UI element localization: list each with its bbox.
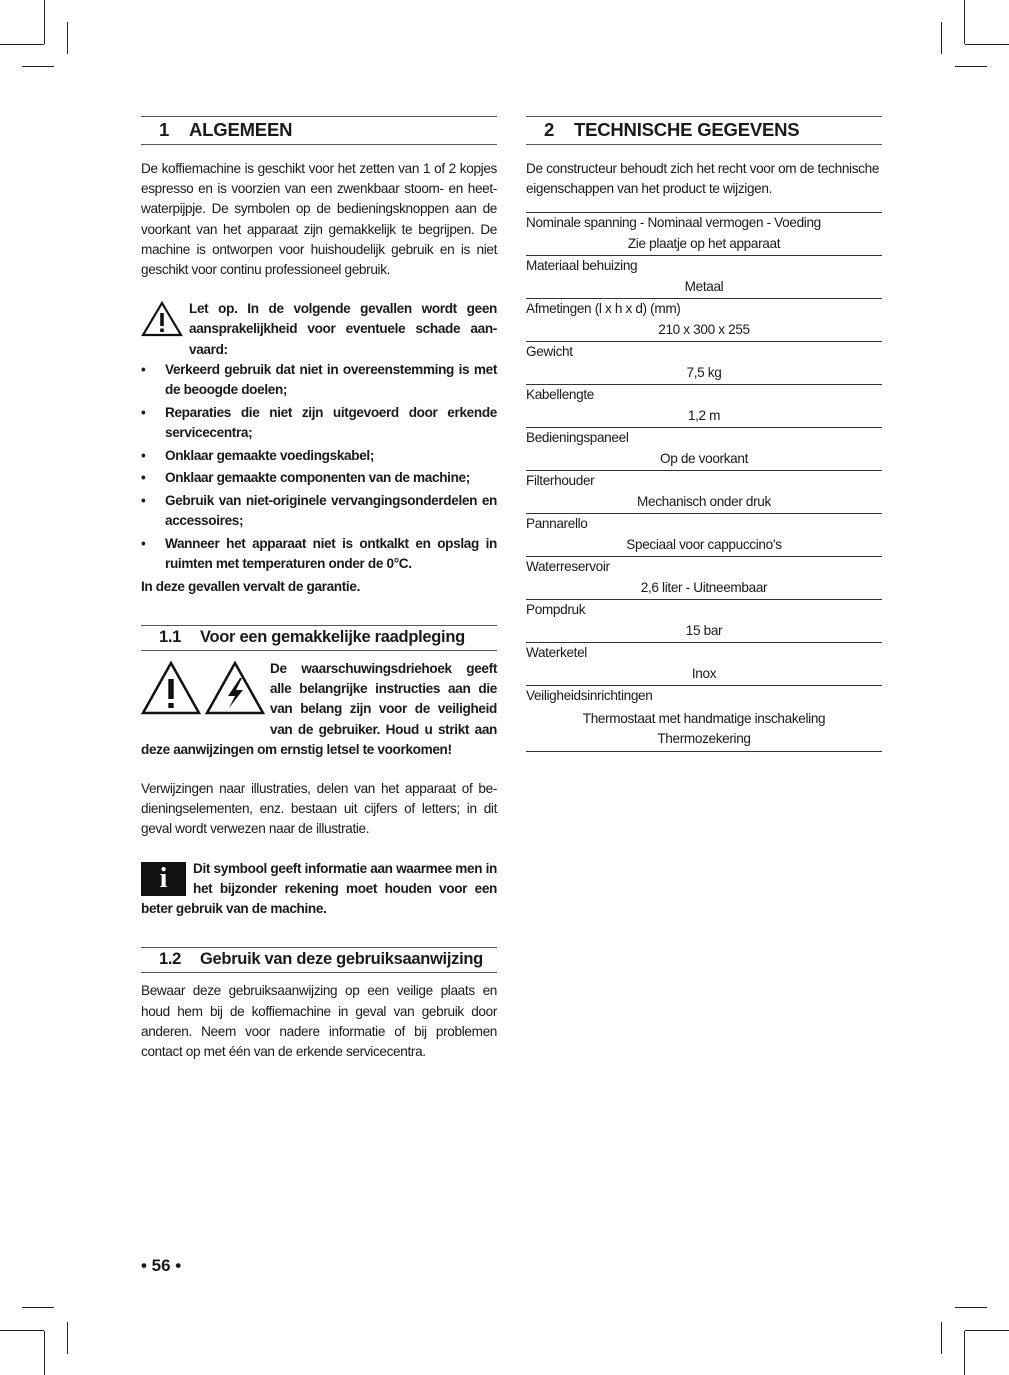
- spec-value: Zie plaatje op het apparaat: [627, 236, 781, 252]
- bullet-marker: •: [141, 404, 146, 420]
- crop-mark: [0, 44, 44, 45]
- right-column: [526, 116, 882, 752]
- section-1-2-title: Gebruik van deze gebruiksaanwijzing: [200, 950, 483, 969]
- crop-mark: [941, 22, 942, 54]
- spec-label: Pompdruk: [526, 602, 586, 618]
- table-row: [526, 256, 882, 299]
- crop-mark: [965, 44, 1009, 45]
- section-1-title: ALGEMEEN: [189, 119, 293, 140]
- section-1-2-text: Bewaar deze gebruiksaanwijzing op een veilige plaats en houd hem bij de koffiemachine in geval van gebruik door anderen. Neem voor nadere informatie of bij problemen contact op met één van de erkende servicecentra.: [141, 983, 497, 1059]
- page-number: • 56 •: [141, 1256, 182, 1275]
- crop-mark: [22, 66, 54, 67]
- spec-value: Thermostaat met handmatige inschakeling: [582, 711, 826, 727]
- section-2-title: TECHNISCHE GEGEVENS: [574, 119, 800, 140]
- spec-label: Pannarello: [526, 516, 588, 532]
- specifications-table: [526, 212, 882, 752]
- left-column: [141, 116, 497, 1062]
- liability-warning: [141, 299, 497, 360]
- table-row: [526, 643, 882, 686]
- spec-value: 15 bar: [685, 623, 723, 639]
- bullet-marker: •: [141, 447, 146, 463]
- spec-label: Waterreservoir: [526, 559, 610, 575]
- liability-warning-text: Let op. In de volgende gevallen wordt geen aansprakelijkheid voor eventuele schade aan-vaard:: [189, 301, 497, 357]
- spec-value: 210 x 300 x 255: [658, 322, 750, 338]
- spec-label: Bedieningspaneel: [526, 430, 629, 446]
- exclusions-list: [141, 360, 497, 575]
- table-row: [526, 514, 882, 557]
- crop-mark: [965, 1330, 1009, 1331]
- spec-label: Nominale spanning - Nominaal vermogen - Voeding: [526, 215, 821, 231]
- electrical-hazard-icon: [205, 661, 265, 720]
- bullet-marker: •: [141, 535, 146, 551]
- section-1-1-title: Voor een gemakkelijke raadpleging: [200, 628, 465, 647]
- crop-mark: [67, 1322, 68, 1354]
- warranty-note: In deze gevallen vervalt de garantie.: [141, 578, 360, 594]
- table-row: [526, 428, 882, 471]
- list-item: • Wanneer het apparaat niet is ontkalkt en opslag in ruimten met temperaturen onder de 0°C.: [141, 535, 497, 572]
- info-icon: [141, 862, 186, 896]
- spec-value-secondary: Thermozekering: [657, 731, 751, 747]
- section-2-number: 2: [544, 119, 555, 140]
- spec-value: 1,2 m: [687, 408, 721, 424]
- bullet-marker: •: [141, 470, 146, 486]
- section-1-1-heading: [141, 625, 497, 651]
- crop-mark: [955, 1307, 987, 1308]
- list-item: • Verkeerd gebruik dat niet in overeenstemming is met de beoogde doelen;: [141, 361, 497, 398]
- bullet-marker: •: [141, 361, 146, 377]
- crop-mark: [941, 1322, 942, 1354]
- crop-mark: [964, 0, 965, 44]
- crop-mark: [44, 0, 45, 44]
- warning-triangle-icon: [141, 301, 183, 342]
- warning-triangle-icon: [141, 661, 201, 720]
- spec-value: Inox: [691, 666, 717, 682]
- crop-mark: [44, 1331, 45, 1375]
- spec-label: Gewicht: [526, 344, 573, 360]
- table-row: [526, 557, 882, 600]
- section-2-heading: [526, 116, 882, 145]
- table-row: [526, 686, 882, 752]
- crop-mark: [22, 1307, 54, 1308]
- section-1-2-heading: [141, 947, 497, 973]
- spec-label: Afmetingen (l x h x d) (mm): [526, 301, 681, 317]
- crop-mark: [964, 1331, 965, 1375]
- list-item: • Onklaar gemaakte voedingskabel;: [141, 446, 497, 466]
- safety-warning: [141, 659, 497, 760]
- spec-label: Waterketel: [526, 645, 587, 661]
- references-text: Verwijzingen naar illustraties, delen van het apparaat of be-dieningselementen, enz. bestaan uit cijfers of letters; in dit geval wordt verwezen naar de illustratie.: [141, 781, 497, 837]
- list-item: • Onklaar gemaakte componenten van de machine;: [141, 468, 497, 488]
- spec-value: Speciaal voor cappuccino’s: [626, 537, 782, 553]
- table-row: [526, 385, 882, 428]
- spec-label: Kabellengte: [526, 387, 594, 403]
- crop-mark: [0, 1330, 44, 1331]
- bullet-marker: •: [141, 493, 146, 509]
- spec-label: Materiaal behuizing: [526, 258, 638, 274]
- spec-label: Filterhouder: [526, 473, 595, 489]
- info-note-text: Dit symbool geeft informatie aan waarmee men in het bijzonder rekening moet houden voor een beter gebruik van de machine.: [141, 860, 497, 917]
- spec-value: Metaal: [684, 279, 724, 295]
- info-icon-glyph: i: [141, 862, 186, 896]
- spec-value: Mechanisch onder druk: [637, 494, 771, 510]
- info-note: [141, 859, 497, 920]
- table-row: [526, 299, 882, 342]
- spec-label: Veiligheidsinrichtingen: [526, 688, 653, 704]
- section-2-intro: De constructeur behoudt zich het recht voor om de technische eigenschappen van het product te wijzigen.: [526, 161, 880, 197]
- section-1-intro: De koffiemachine is geschikt voor het zetten van 1 of 2 kopjes espresso en is voorzien van een zwenkbaar stoom- en heet-waterpijpje. De symbolen op de bedieningsknoppen aan de voorkant van het apparaat zijn gemakkelijk te begrijpen. De machine is ontworpen voor huishoudelijk gebruik en is niet geschikt voor continu professioneel gebruik.: [141, 161, 497, 278]
- list-item: • Gebruik van niet-originele vervangingsonderdelen en accessoires;: [141, 493, 497, 529]
- table-row: [526, 600, 882, 643]
- spec-value: 2,6 liter - Uitneembaar: [640, 580, 768, 596]
- crop-mark: [955, 66, 987, 67]
- spec-value: 7,5 kg: [686, 365, 722, 381]
- safety-warning-text: De waarschuwingsdriehoek geeft alle belangrijke instructies aan die van belang zijn voor de veiligheid van de gebruiker. Houd u strikt aan deze aanwijzingen om ernstig letsel te voorkomen!: [141, 661, 497, 757]
- section-1-heading: [141, 116, 497, 145]
- table-row: [526, 342, 882, 385]
- spec-value: Op de voorkant: [659, 451, 749, 467]
- section-1-number: 1: [159, 119, 170, 140]
- section-1-1-number: 1.1: [159, 628, 182, 647]
- list-item: • Reparaties die niet zijn uitgevoerd door erkende servicecentra;: [141, 404, 497, 440]
- table-row: [526, 471, 882, 514]
- section-1-2-number: 1.2: [159, 950, 182, 969]
- crop-mark: [67, 22, 68, 54]
- table-row: [526, 213, 882, 256]
